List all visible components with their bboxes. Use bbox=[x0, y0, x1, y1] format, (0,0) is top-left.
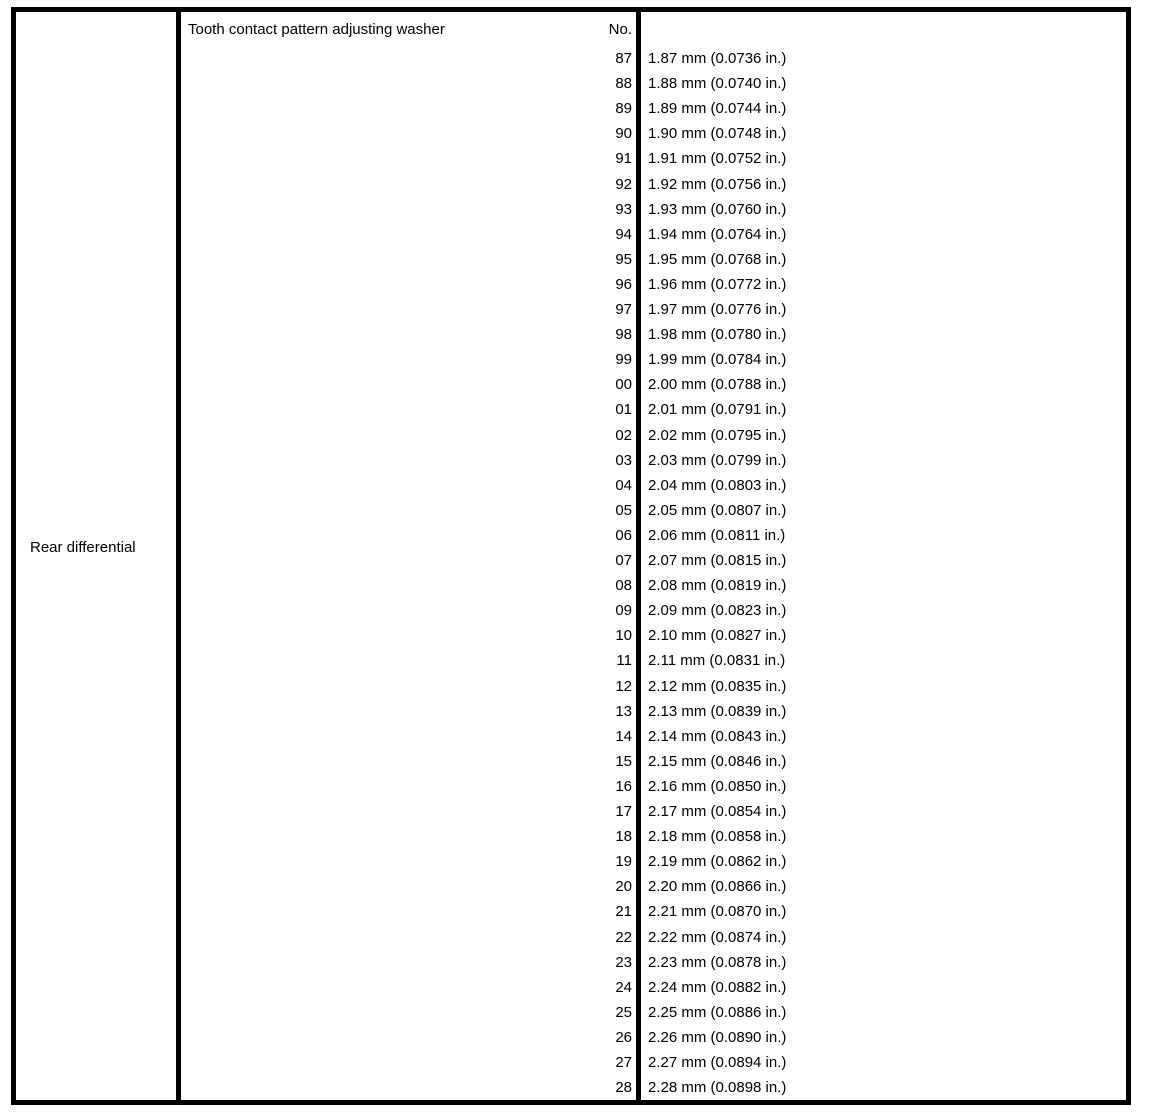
washer-number: 19 bbox=[615, 853, 632, 871]
washer-thickness: 2.27 mm (0.0894 in.) bbox=[648, 1054, 787, 1071]
table-row bbox=[16, 1050, 1126, 1075]
washer-number: 95 bbox=[615, 250, 632, 268]
washer-thickness: 1.99 mm (0.0784 in.) bbox=[648, 351, 787, 369]
table-row bbox=[16, 824, 1126, 849]
table-row bbox=[16, 975, 1126, 1000]
table-row bbox=[16, 172, 1126, 197]
table-row bbox=[16, 648, 1126, 673]
spec-table bbox=[11, 7, 1131, 1105]
washer-thickness: 1.93 mm (0.0760 in.) bbox=[648, 200, 787, 218]
washer-thickness: 2.14 mm (0.0843 in.) bbox=[648, 727, 787, 745]
washer-number: 07 bbox=[615, 552, 632, 569]
table-row bbox=[16, 397, 1126, 422]
no-column-header: No. bbox=[608, 21, 632, 38]
table-row bbox=[16, 950, 1126, 975]
washer-number: 94 bbox=[615, 225, 632, 243]
washer-thickness: 1.89 mm (0.0744 in.) bbox=[648, 100, 787, 118]
washer-number: 22 bbox=[615, 928, 632, 946]
table-row bbox=[16, 774, 1126, 799]
table-row bbox=[16, 498, 1126, 523]
washer-thickness: 1.90 mm (0.0748 in.) bbox=[648, 125, 787, 143]
washer-number: 93 bbox=[615, 200, 632, 218]
washer-thickness: 1.95 mm (0.0768 in.) bbox=[648, 250, 787, 268]
table-row bbox=[16, 372, 1126, 397]
table-row bbox=[16, 71, 1126, 96]
washer-thickness: 1.97 mm (0.0776 in.) bbox=[648, 301, 787, 318]
table-row bbox=[16, 197, 1126, 222]
washer-thickness: 2.05 mm (0.0807 in.) bbox=[648, 501, 787, 519]
washer-thickness: 2.02 mm (0.0795 in.) bbox=[648, 426, 787, 444]
washer-thickness: 1.98 mm (0.0780 in.) bbox=[648, 326, 787, 344]
table-row bbox=[16, 874, 1126, 899]
washer-number: 88 bbox=[615, 75, 632, 93]
washer-thickness: 2.01 mm (0.0791 in.) bbox=[648, 401, 787, 419]
washer-number: 17 bbox=[615, 803, 632, 820]
washer-thickness: 1.94 mm (0.0764 in.) bbox=[648, 225, 787, 243]
washer-thickness: 1.96 mm (0.0772 in.) bbox=[648, 275, 787, 293]
table-row bbox=[16, 297, 1126, 322]
washer-thickness: 1.92 mm (0.0756 in.) bbox=[648, 175, 787, 193]
washer-number: 01 bbox=[615, 401, 632, 419]
table-row bbox=[16, 96, 1126, 121]
table-row bbox=[16, 749, 1126, 774]
washer-number: 04 bbox=[615, 476, 632, 494]
table-row bbox=[16, 799, 1126, 824]
table-row bbox=[16, 448, 1126, 473]
washer-number: 99 bbox=[615, 351, 632, 369]
washer-number: 08 bbox=[615, 577, 632, 595]
table-row bbox=[16, 623, 1126, 648]
washer-number: 97 bbox=[615, 301, 632, 318]
section-label: Rear differential bbox=[30, 539, 136, 556]
washer-number: 09 bbox=[615, 602, 632, 620]
table-row bbox=[16, 699, 1126, 724]
washer-thickness: 2.16 mm (0.0850 in.) bbox=[648, 777, 787, 795]
table-row bbox=[16, 247, 1126, 272]
washer-number: 00 bbox=[615, 376, 632, 394]
washer-thickness: 1.91 mm (0.0752 in.) bbox=[648, 150, 787, 168]
washer-number: 15 bbox=[615, 752, 632, 770]
table-row bbox=[16, 121, 1126, 146]
table-row bbox=[16, 925, 1126, 950]
washer-thickness: 2.18 mm (0.0858 in.) bbox=[648, 828, 787, 846]
washer-number: 06 bbox=[615, 526, 632, 544]
washer-number: 87 bbox=[615, 50, 632, 67]
table-row bbox=[16, 146, 1126, 171]
washer-number: 14 bbox=[615, 727, 632, 745]
washer-number: 10 bbox=[615, 627, 632, 645]
table-row bbox=[16, 598, 1126, 623]
washer-number: 16 bbox=[615, 777, 632, 795]
washer-thickness: 2.21 mm (0.0870 in.) bbox=[648, 903, 787, 921]
table-row bbox=[16, 1075, 1126, 1100]
washer-thickness: 2.12 mm (0.0835 in.) bbox=[648, 677, 787, 695]
washer-number: 13 bbox=[615, 702, 632, 720]
table-row bbox=[16, 523, 1126, 548]
washer-thickness: 2.04 mm (0.0803 in.) bbox=[648, 476, 787, 494]
washer-thickness: 1.87 mm (0.0736 in.) bbox=[648, 50, 787, 67]
washer-thickness: 2.24 mm (0.0882 in.) bbox=[648, 978, 787, 996]
washer-number: 12 bbox=[615, 677, 632, 695]
washer-thickness: 2.22 mm (0.0874 in.) bbox=[648, 928, 787, 946]
washer-number: 96 bbox=[615, 275, 632, 293]
table-row bbox=[16, 849, 1126, 874]
washer-number: 20 bbox=[615, 878, 632, 896]
table-row bbox=[16, 548, 1126, 573]
item-label: Tooth contact pattern adjusting washer bbox=[188, 21, 445, 38]
table-row bbox=[16, 899, 1126, 924]
washer-number: 03 bbox=[615, 451, 632, 469]
table-row bbox=[16, 724, 1126, 749]
washer-number: 02 bbox=[615, 426, 632, 444]
washer-number: 28 bbox=[615, 1079, 632, 1097]
table-row bbox=[16, 272, 1126, 297]
washer-number: 91 bbox=[615, 150, 632, 168]
washer-thickness: 2.11 mm (0.0831 in.) bbox=[648, 652, 786, 670]
washer-number: 98 bbox=[615, 326, 632, 344]
washer-thickness: 1.88 mm (0.0740 in.) bbox=[648, 75, 787, 93]
washer-thickness: 2.23 mm (0.0878 in.) bbox=[648, 953, 787, 971]
washer-thickness: 2.10 mm (0.0827 in.) bbox=[648, 627, 787, 645]
washer-thickness: 2.09 mm (0.0823 in.) bbox=[648, 602, 787, 620]
washer-thickness: 2.03 mm (0.0799 in.) bbox=[648, 451, 787, 469]
table-row bbox=[16, 473, 1126, 498]
washer-number: 18 bbox=[615, 828, 632, 846]
table-row bbox=[16, 322, 1126, 347]
washer-number: 89 bbox=[615, 100, 632, 118]
washer-number: 92 bbox=[615, 175, 632, 193]
table-row bbox=[16, 573, 1126, 598]
washer-thickness: 2.08 mm (0.0819 in.) bbox=[648, 577, 787, 595]
washer-number: 26 bbox=[615, 1028, 632, 1046]
table-row bbox=[16, 1025, 1126, 1050]
washer-thickness: 2.28 mm (0.0898 in.) bbox=[648, 1079, 787, 1097]
washer-number: 25 bbox=[615, 1003, 632, 1021]
table-row bbox=[16, 46, 1126, 71]
washer-thickness: 2.20 mm (0.0866 in.) bbox=[648, 878, 787, 896]
table-row bbox=[16, 423, 1126, 448]
washer-number: 23 bbox=[615, 953, 632, 971]
washer-number: 90 bbox=[615, 125, 632, 143]
washer-thickness: 2.07 mm (0.0815 in.) bbox=[648, 552, 787, 569]
table-row bbox=[16, 674, 1126, 699]
washer-thickness: 2.13 mm (0.0839 in.) bbox=[648, 702, 787, 720]
table-row bbox=[16, 222, 1126, 247]
table-row bbox=[16, 1000, 1126, 1025]
washer-number: 24 bbox=[615, 978, 632, 996]
washer-number: 21 bbox=[615, 903, 632, 921]
washer-number: 27 bbox=[615, 1054, 632, 1071]
table-row bbox=[16, 347, 1126, 372]
washer-thickness: 2.25 mm (0.0886 in.) bbox=[648, 1003, 787, 1021]
washer-thickness: 2.00 mm (0.0788 in.) bbox=[648, 376, 787, 394]
washer-thickness: 2.19 mm (0.0862 in.) bbox=[648, 853, 787, 871]
washer-number: 11 bbox=[616, 652, 632, 670]
washer-number: 05 bbox=[615, 501, 632, 519]
washer-thickness: 2.15 mm (0.0846 in.) bbox=[648, 752, 787, 770]
washer-thickness: 2.26 mm (0.0890 in.) bbox=[648, 1028, 787, 1046]
washer-thickness: 2.17 mm (0.0854 in.) bbox=[648, 803, 787, 820]
washer-thickness: 2.06 mm (0.0811 in.) bbox=[648, 526, 786, 544]
